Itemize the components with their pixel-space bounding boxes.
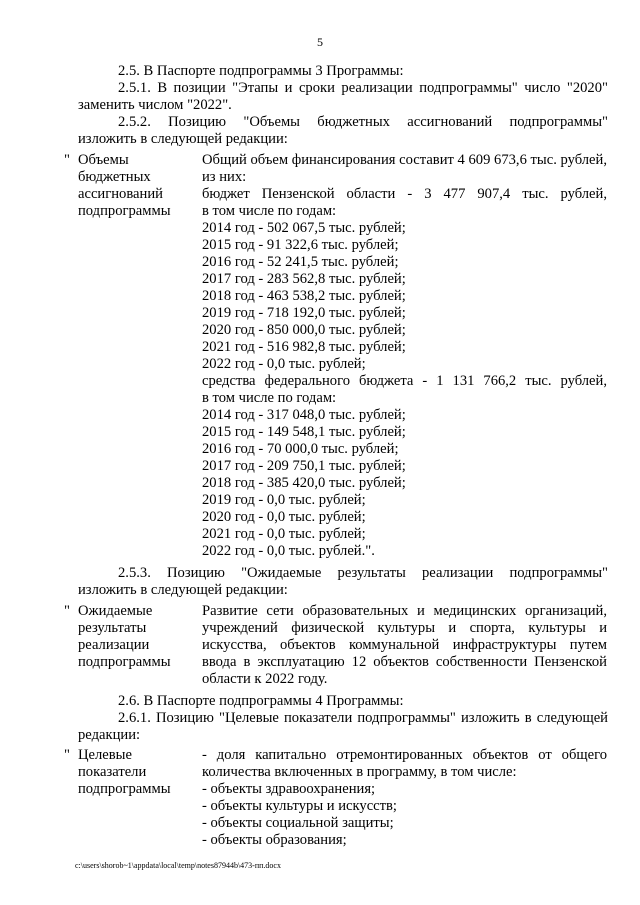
target-indicator-item: - объекты образования; bbox=[202, 832, 347, 848]
paragraph-2-5-1-line1: 2.5.1. В позиции "Этапы и сроки реализации подпрограммы" число "2020" bbox=[118, 80, 608, 96]
total-funding-line1: Общий объем финансирования составит 4 609 673,6 тыс. рублей, bbox=[202, 152, 607, 168]
opening-quote-mark: " bbox=[64, 603, 70, 619]
label-line: показатели bbox=[78, 764, 147, 780]
page-number: 5 bbox=[317, 35, 323, 49]
target-indicator-line1: - доля капитально отремонтированных объектов от общего bbox=[202, 747, 607, 763]
expected-results-line: Развитие сети образовательных и медицинских организаций, bbox=[202, 603, 607, 619]
federal-year-2019: 2019 год - 0,0 тыс. рублей; bbox=[202, 492, 366, 508]
target-indicator-item: - объекты здравоохранения; bbox=[202, 781, 376, 797]
federal-year-2014: 2014 год - 317 048,0 тыс. рублей; bbox=[202, 407, 406, 423]
label-line: результаты bbox=[78, 620, 147, 636]
federal-budget-line1: средства федерального бюджета - 1 131 766,2 тыс. рублей, bbox=[202, 373, 607, 389]
paragraph-2-5-2-line2: изложить в следующей редакции: bbox=[78, 131, 288, 147]
total-funding-line2: из них: bbox=[202, 169, 247, 185]
target-indicator-item: - объекты социальной защиты; bbox=[202, 815, 394, 831]
paragraph-2-5-1-line2: заменить числом "2022". bbox=[78, 97, 232, 113]
expected-results-line: ввода в эксплуатацию 12 объектов собственности Пензенской bbox=[202, 654, 607, 670]
federal-year-2021: 2021 год - 0,0 тыс. рублей; bbox=[202, 526, 366, 542]
regional-budget-line2: в том числе по годам: bbox=[202, 203, 337, 219]
expected-results-line: искусства, объектов коммунальной инфраструктуры путем bbox=[202, 637, 607, 653]
target-indicator-line2: количества включенных в программу, в том числе: bbox=[202, 764, 517, 780]
expected-results-label bbox=[78, 603, 198, 671]
federal-year-2022: 2022 год - 0,0 тыс. рублей.". bbox=[202, 543, 375, 559]
paragraph-2-5-3-line2: изложить в следующей редакции: bbox=[78, 582, 288, 598]
regional-year-2021: 2021 год - 516 982,8 тыс. рублей; bbox=[202, 339, 406, 355]
federal-year-2020: 2020 год - 0,0 тыс. рублей; bbox=[202, 509, 366, 525]
federal-budget-line2: в том числе по годам: bbox=[202, 390, 337, 406]
regional-year-2017: 2017 год - 283 562,8 тыс. рублей; bbox=[202, 271, 406, 287]
paragraph-2-5-2-line1: 2.5.2. Позицию "Объемы бюджетных ассигнований подпрограммы" bbox=[118, 114, 608, 130]
opening-quote-mark: " bbox=[64, 152, 70, 168]
regional-budget-line1: бюджет Пензенской области - 3 477 907,4 тыс. рублей, bbox=[202, 186, 607, 202]
paragraph-2-6-1-line2: редакции: bbox=[78, 727, 141, 743]
paragraph-2-5-3-line1: 2.5.3. Позицию "Ожидаемые результаты реализации подпрограммы" bbox=[118, 565, 608, 581]
label-line: Целевые bbox=[78, 747, 132, 763]
section-heading-2-5: 2.5. В Паспорте подпрограммы 3 Программы: bbox=[118, 63, 404, 79]
expected-results-line: области к 2022 году. bbox=[202, 671, 328, 687]
regional-year-2020: 2020 год - 850 000,0 тыс. рублей; bbox=[202, 322, 406, 338]
label-line: ассигнований bbox=[78, 186, 163, 202]
regional-year-2015: 2015 год - 91 322,6 тыс. рублей; bbox=[202, 237, 399, 253]
section-heading-2-6: 2.6. В Паспорте подпрограммы 4 Программы: bbox=[118, 693, 404, 709]
federal-year-2016: 2016 год - 70 000,0 тыс. рублей; bbox=[202, 441, 399, 457]
label-line: бюджетных bbox=[78, 169, 151, 185]
paragraph-2-6-1-line1: 2.6.1. Позицию "Целевые показатели подпрограммы" изложить в следующей bbox=[118, 710, 608, 726]
federal-year-2015: 2015 год - 149 548,1 тыс. рублей; bbox=[202, 424, 406, 440]
budget-allocations-label bbox=[78, 152, 198, 220]
regional-year-2016: 2016 год - 52 241,5 тыс. рублей; bbox=[202, 254, 399, 270]
target-indicators-label bbox=[78, 747, 198, 798]
federal-year-2018: 2018 год - 385 420,0 тыс. рублей; bbox=[202, 475, 406, 491]
label-line: подпрограммы bbox=[78, 654, 171, 670]
label-line: подпрограммы bbox=[78, 203, 171, 219]
label-line: реализации bbox=[78, 637, 150, 653]
file-path-footer: c:\users\shorob~1\appdata\local\temp\notes87944b\473-пп.docx bbox=[75, 861, 281, 870]
target-indicator-item: - объекты культуры и искусств; bbox=[202, 798, 397, 814]
regional-year-2018: 2018 год - 463 538,2 тыс. рублей; bbox=[202, 288, 406, 304]
federal-year-2017: 2017 год - 209 750,1 тыс. рублей; bbox=[202, 458, 406, 474]
label-line: Ожидаемые bbox=[78, 603, 153, 619]
label-line: Объемы bbox=[78, 152, 129, 168]
regional-year-2014: 2014 год - 502 067,5 тыс. рублей; bbox=[202, 220, 406, 236]
opening-quote-mark: " bbox=[64, 747, 70, 763]
regional-year-2019: 2019 год - 718 192,0 тыс. рублей; bbox=[202, 305, 406, 321]
expected-results-line: учреждений физической культуры и спорта, культуры и bbox=[202, 620, 607, 636]
label-line: подпрограммы bbox=[78, 781, 171, 797]
regional-year-2022: 2022 год - 0,0 тыс. рублей; bbox=[202, 356, 366, 372]
